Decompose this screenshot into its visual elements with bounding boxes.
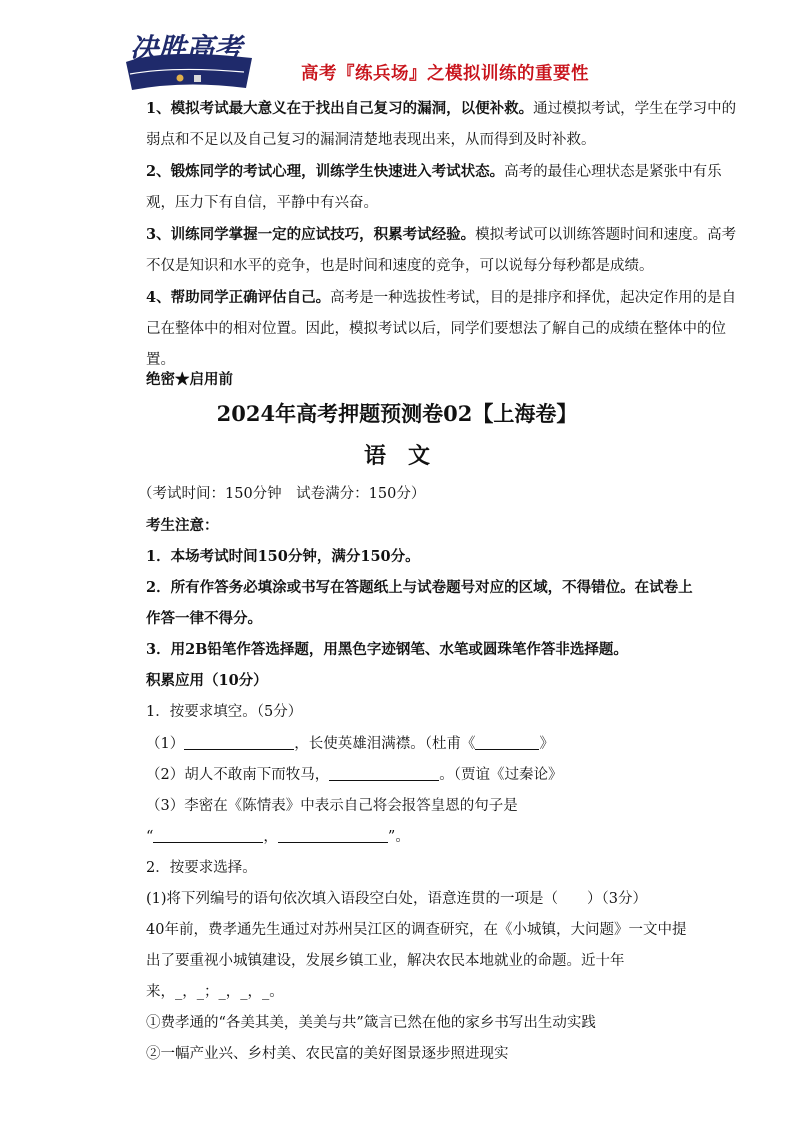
notice-item-2b: 作答一律不得分。 <box>146 610 262 627</box>
question-1-item-3-blanks <box>146 825 410 846</box>
answer-blank[interactable] <box>329 766 439 781</box>
section-heading: 积累应用（10分） <box>146 672 268 689</box>
intro-paragraph-4 <box>146 282 746 376</box>
intro-text-2: 高考的最佳心理状态是紧张中有乐观，压力下有自信，平静中有兴奋。 <box>146 164 722 211</box>
exam-info: （考试时间：150分钟 试卷满分：150分） <box>138 486 426 502</box>
passage-line-3: 来，_，_；_，_，_。 <box>146 984 284 1000</box>
intro-paragraph-1 <box>146 93 746 156</box>
notice-heading: 考生注意： <box>146 517 219 534</box>
exam-title: 2024年高考押题预测卷02【上海卷】 <box>216 401 578 426</box>
quote-close: ”。 <box>387 829 410 845</box>
passage-line-2: 出了要重视小城镇建设，发展乡镇工业，解决农民本地就业的命题。近十年 <box>146 953 625 969</box>
item-1-text: ，长使英雄泪满襟。（杜甫《 <box>294 736 476 752</box>
intro-text-1: 通过模拟考试，学生在学习中的弱点和不足以及自己复习的漏洞清楚地表现出来，从而得到及时补救。 <box>146 101 737 148</box>
intro-paragraph-3 <box>146 219 746 282</box>
answer-blank[interactable] <box>184 735 294 750</box>
question-2-stem: 2．按要求选择。 <box>146 860 257 876</box>
option-1: ①费孝通的“各美其美，美美与共”箴言已然在他的家乡书写出生动实践 <box>146 1015 596 1031</box>
intro-point-3: 3、训练同学掌握一定的应试技巧，积累考试经验。 <box>146 226 476 243</box>
option-2: ②一幅产业兴、乡村美、农民富的美好图景逐步照进现实 <box>146 1046 509 1062</box>
intro-text-3: 模拟考试可以训练答题时间和速度。高考不仅是知识和水平的竞争，也是时间和速度的竞争，可以说每分每秒都是成绩。 <box>146 227 737 274</box>
answer-blank[interactable] <box>475 735 539 750</box>
question-1-item-2 <box>146 763 562 784</box>
subject-title: 语 文 <box>363 443 430 469</box>
intro-point-2: 2、锻炼同学的考试心理，训练学生快速进入考试状态。 <box>146 163 505 180</box>
item-1-suffix: 》 <box>539 736 554 752</box>
quote-open: “ <box>146 829 154 845</box>
notice-item-3: 3．用2B铅笔作答选择题，用黑色字迹钢笔、水笔或圆珠笔作答非选择题。 <box>146 641 628 658</box>
intro-point-4: 4、帮助同学正确评估自己。 <box>146 289 331 306</box>
answer-blank[interactable] <box>153 828 263 843</box>
item-1-prefix: （1） <box>146 736 185 752</box>
item-2-suffix: 。（贾谊《过秦论》 <box>439 767 563 783</box>
question-1-item-3: （3）李密在《陈情表》中表示自己将会报答皇恩的句子是 <box>146 798 518 814</box>
question-2-sub-1: (1)将下列编号的语句依次填入语段空白处，语意连贯的一项是（ ）（3分） <box>146 891 648 907</box>
intro-text-4: 高考是一种选拔性考试，目的是排序和择优，起决定作用的是自己在整体中的相对位置。因此，模拟考试以后，同学们要想法了解自己的成绩在整体中的位置。 <box>146 290 737 368</box>
logo-text: 决胜高考 <box>130 32 243 65</box>
confidential-label: 绝密★启用前 <box>146 371 233 388</box>
notice-item-2a: 2．所有作答务必填涂或书写在答题纸上与试卷题号对应的区域，不得错位。在试卷上 <box>146 579 693 596</box>
item-2-text: （2）胡人不敢南下而牧马， <box>146 767 330 783</box>
banner-title: 高考『练兵场』之模拟训练的重要性 <box>301 64 589 84</box>
question-1-item-1 <box>146 732 554 753</box>
answer-blank[interactable] <box>278 828 388 843</box>
notice-item-1: 1．本场考试时间150分钟，满分150分。 <box>146 548 420 565</box>
passage-line-1: 40年前，费孝通先生通过对苏州吴江区的调查研究，在《小城镇，大问题》一文中提 <box>146 922 687 938</box>
intro-paragraph-2 <box>146 156 746 219</box>
logo <box>124 18 254 96</box>
intro-point-1: 1、模拟考试最大意义在于找出自己复习的漏洞，以便补救。 <box>146 100 534 117</box>
intro-section <box>146 93 746 376</box>
question-1-stem: 1．按要求填空。（5分） <box>146 704 303 720</box>
separator: ， <box>263 829 278 845</box>
logo-graphic <box>124 18 254 96</box>
